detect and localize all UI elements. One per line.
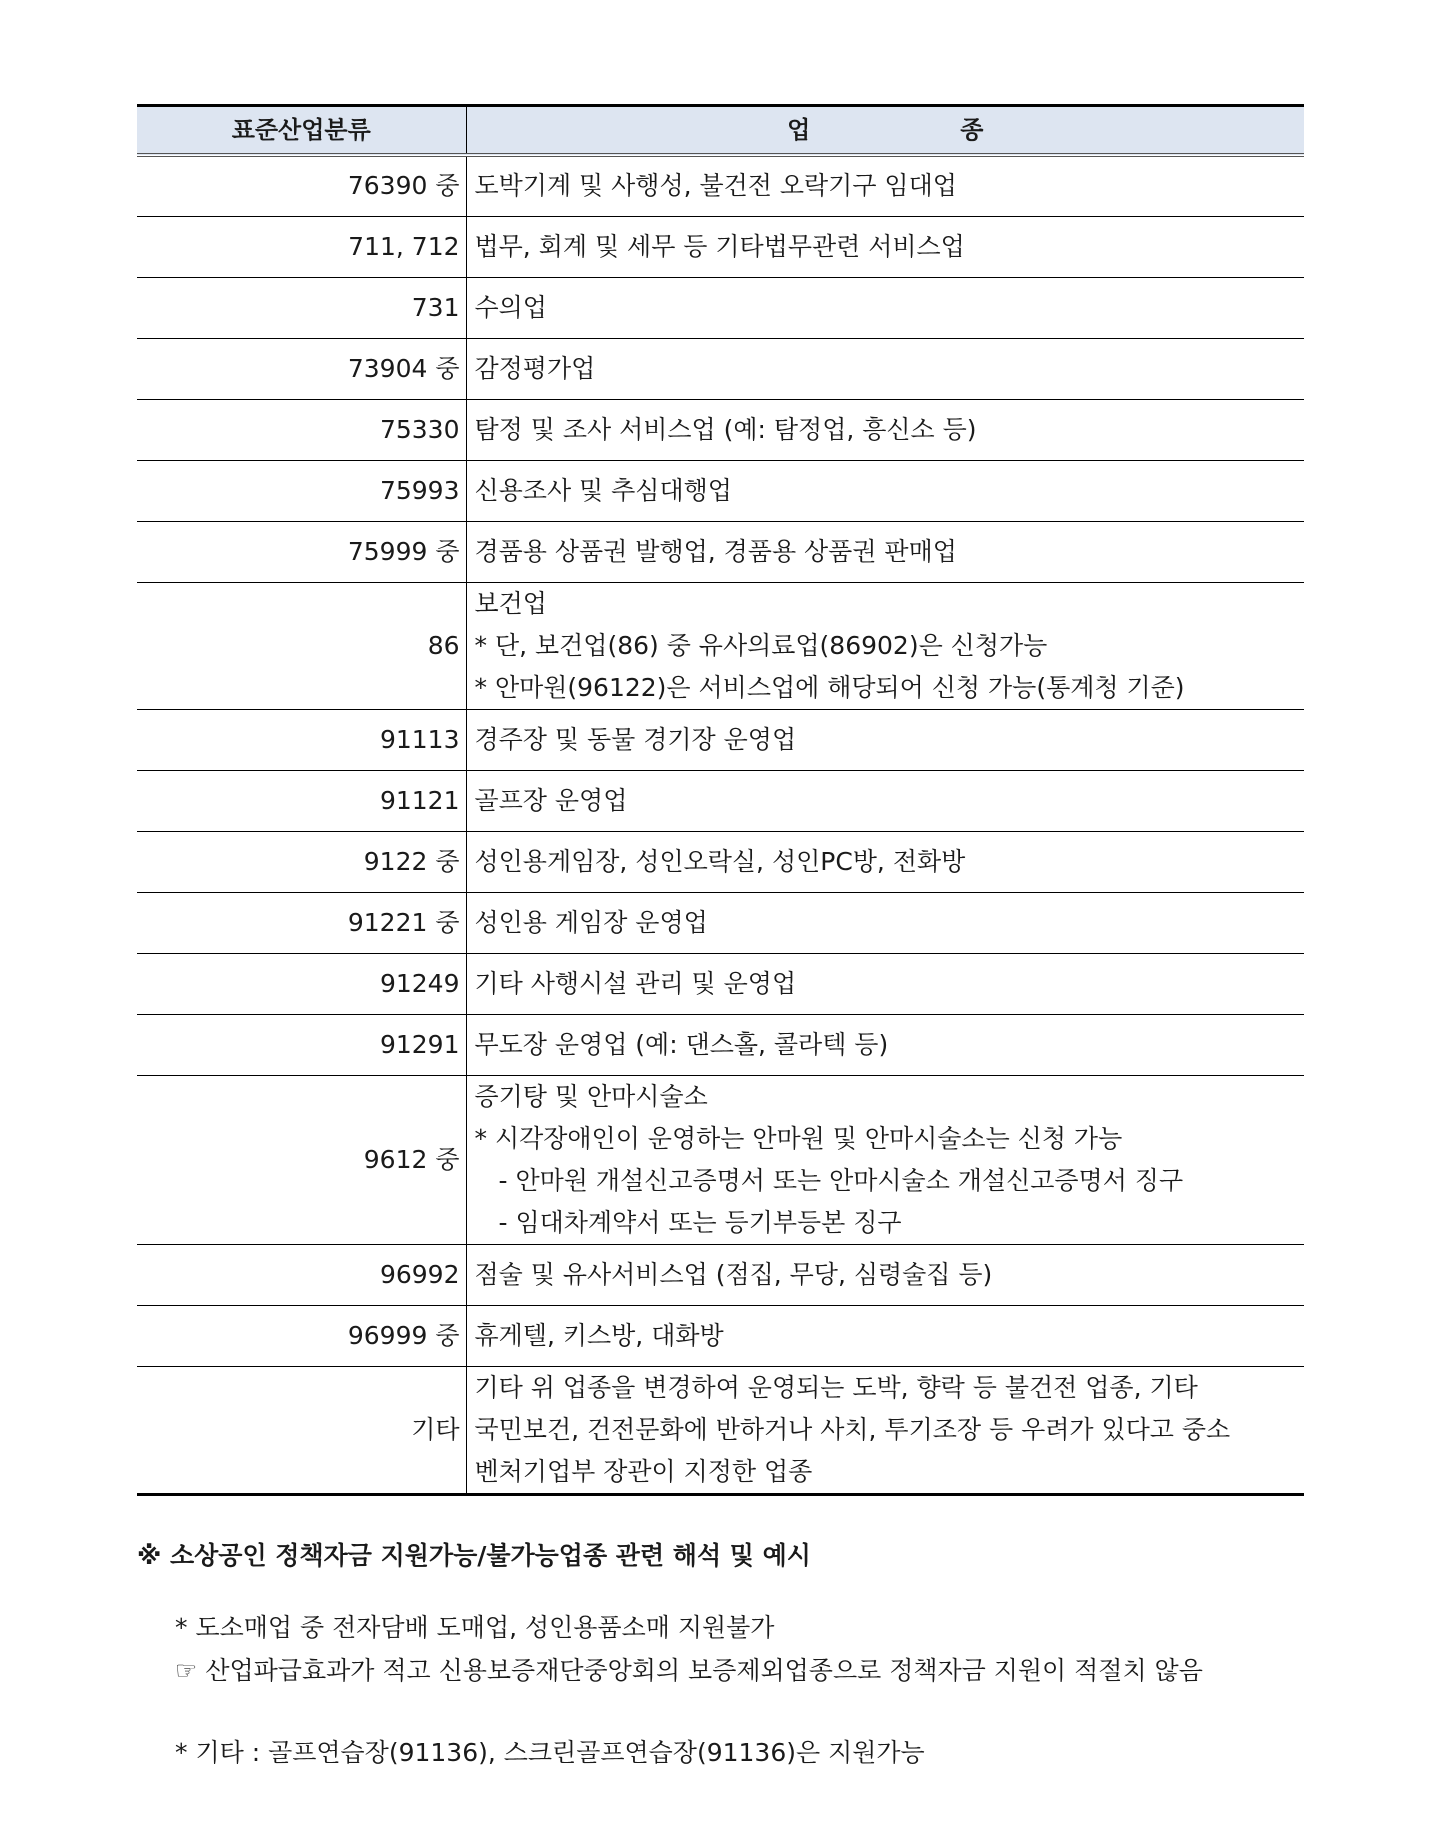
description-line: 경품용 상품권 발행업, 경품용 상품권 판매업 [474, 536, 957, 566]
classification-code: 96999 중 [137, 1305, 466, 1366]
table-row [137, 582, 1304, 709]
description-line: 국민보건, 건전문화에 반하거나 사치, 투기조장 등 우려가 있다고 중소 [474, 1414, 1231, 1444]
table-row [137, 1305, 1304, 1366]
header-standard-classification: 표준산업분류 [137, 106, 466, 156]
classification-code: 731 [137, 277, 466, 338]
industry-description [466, 1244, 1304, 1305]
description-line: 수의업 [474, 292, 547, 322]
table-row [137, 216, 1304, 277]
classification-code: 96992 [137, 1244, 466, 1305]
description-line: * 시각장애인이 운영하는 안마원 및 안마시술소는 신청 가능 [474, 1123, 1123, 1153]
classification-code: 9612 중 [137, 1075, 466, 1244]
description-line: * 단, 보건업(86) 중 유사의료업(86902)은 신청가능 [474, 630, 1048, 660]
header-industry-left: 업 [787, 116, 811, 144]
description-line: 무도장 운영업 (예: 댄스홀, 콜라텍 등) [474, 1029, 889, 1059]
industry-description [466, 1014, 1304, 1075]
table-row [137, 770, 1304, 831]
classification-code: 75999 중 [137, 521, 466, 582]
header-industry-type [466, 106, 1304, 156]
industry-description [466, 399, 1304, 460]
industry-description [466, 460, 1304, 521]
description-line: 감정평가업 [474, 353, 596, 383]
industry-description [466, 1305, 1304, 1366]
classification-code: 73904 중 [137, 338, 466, 399]
table-header-row [137, 106, 1304, 156]
description-line: 점술 및 유사서비스업 (점집, 무당, 심령술집 등) [474, 1259, 993, 1289]
description-line: 보건업 [474, 588, 547, 618]
description-line: 골프장 운영업 [474, 785, 628, 815]
notes-title: ※ 소상공인 정책자금 지원가능/불가능업종 관련 해석 및 예시 [137, 1541, 811, 1570]
table-row [137, 1366, 1304, 1494]
classification-code: 75330 [137, 399, 466, 460]
description-line: - 안마원 개설신고증명서 또는 안마시술소 개설신고증명서 징구 [498, 1165, 1184, 1195]
table-row [137, 521, 1304, 582]
table-row [137, 1014, 1304, 1075]
description-line: 법무, 회계 및 세무 등 기타법무관련 서비스업 [474, 231, 965, 261]
description-line: 경주장 및 동물 경기장 운영업 [474, 724, 797, 754]
description-line: 도박기계 및 사행성, 불건전 오락기구 임대업 [474, 171, 957, 201]
classification-code: 91291 [137, 1014, 466, 1075]
restricted-industry-table [137, 104, 1304, 1496]
classification-code: 91121 [137, 770, 466, 831]
industry-description [466, 1075, 1304, 1244]
industry-description [466, 709, 1304, 770]
industry-description [466, 582, 1304, 709]
table-row [137, 831, 1304, 892]
description-line: 성인용 게임장 운영업 [474, 907, 708, 937]
classification-code: 91113 [137, 709, 466, 770]
table-body [137, 155, 1304, 1494]
description-line: 증기탕 및 안마시술소 [474, 1081, 708, 1111]
description-line: 휴게텔, 키스방, 대화방 [474, 1320, 724, 1350]
industry-description [466, 1366, 1304, 1494]
header-industry-right: 종 [960, 116, 984, 144]
table-row [137, 1075, 1304, 1244]
classification-code: 기타 [137, 1366, 466, 1494]
table-row [137, 953, 1304, 1014]
classification-code: 91249 [137, 953, 466, 1014]
table-row [137, 1244, 1304, 1305]
industry-description [466, 338, 1304, 399]
note-wholesale-retail: * 도소매업 중 전자담배 도매업, 성인용품소매 지원불가 [175, 1613, 775, 1642]
table-row [137, 155, 1304, 216]
description-line: 기타 위 업종을 변경하여 운영되는 도박, 향락 등 불건전 업종, 기타 [474, 1372, 1198, 1402]
note-golf-practice: * 기타 : 골프연습장(91136), 스크린골프연습장(91136)은 지원가능 [175, 1738, 925, 1767]
industry-description [466, 277, 1304, 338]
table-row [137, 460, 1304, 521]
industry-description [466, 892, 1304, 953]
industry-description [466, 831, 1304, 892]
table-row [137, 892, 1304, 953]
description-line: 탐정 및 조사 서비스업 (예: 탐정업, 흥신소 등) [474, 414, 977, 444]
classification-code: 711, 712 [137, 216, 466, 277]
description-line: 기타 사행시설 관리 및 운영업 [474, 968, 797, 998]
description-line: 신용조사 및 추심대행업 [474, 475, 732, 505]
table-row [137, 338, 1304, 399]
industry-description [466, 953, 1304, 1014]
classification-code: 86 [137, 582, 466, 709]
classification-code: 9122 중 [137, 831, 466, 892]
table-row [137, 277, 1304, 338]
description-line: - 임대차계약서 또는 등기부등본 징구 [498, 1207, 902, 1237]
industry-description [466, 521, 1304, 582]
classification-code: 75993 [137, 460, 466, 521]
classification-code: 91221 중 [137, 892, 466, 953]
description-line: * 안마원(96122)은 서비스업에 해당되어 신청 가능(통계청 기준) [474, 672, 1185, 702]
description-line: 성인용게임장, 성인오락실, 성인PC방, 전화방 [474, 846, 966, 876]
description-line: 벤처기업부 장관이 지정한 업종 [474, 1456, 813, 1486]
industry-description [466, 216, 1304, 277]
industry-description [466, 155, 1304, 216]
industry-description [466, 770, 1304, 831]
note-reason: ☞ 산업파급효과가 적고 신용보증재단중앙회의 보증제외업종으로 정책자금 지원이 적절치 않음 [175, 1656, 1203, 1685]
table-row [137, 709, 1304, 770]
classification-code: 76390 중 [137, 155, 466, 216]
table-row [137, 399, 1304, 460]
